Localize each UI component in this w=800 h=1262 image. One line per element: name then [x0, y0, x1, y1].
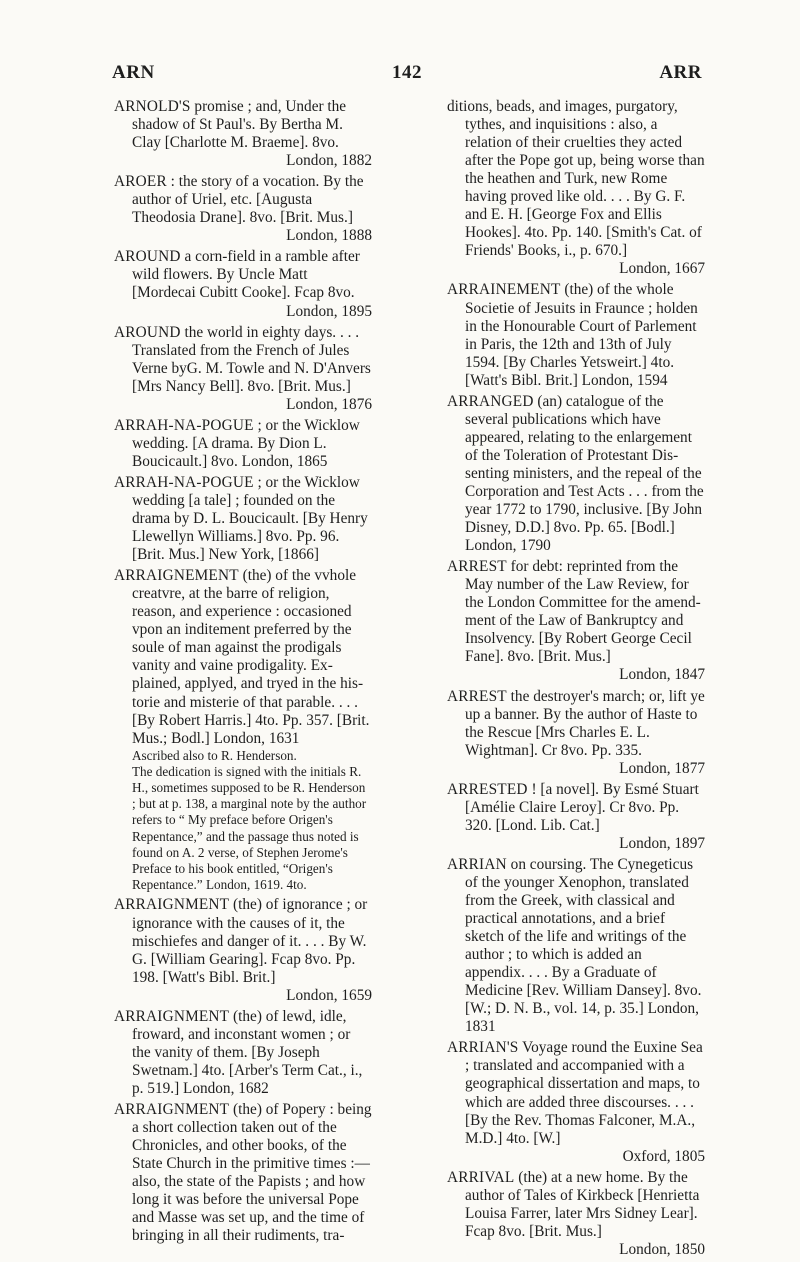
entry: [114, 1008, 372, 1098]
entry-text: the world in eighty days. . . . Translated from the French of Jules Verne byG. M. Towle and N. D'Anvers [Mrs Nancy Bell]. 8vo. [Brit. Mus.]: [132, 323, 371, 395]
right-column: [447, 98, 705, 1262]
entry-text: ; or the Wicklow wedding. [A drama. By Dion L. Boucicault.] 8vo. London, 1865: [132, 416, 360, 470]
entry-headword: ARRAH-NA-POGUE: [114, 473, 254, 491]
entry-imprint: London, 1876: [286, 395, 372, 413]
entry-headword: AROER: [114, 173, 167, 191]
entry-imprint: London, 1659: [286, 986, 372, 1004]
entry-imprint: Oxford, 1805: [622, 1147, 705, 1165]
entry: [114, 474, 372, 564]
entry-text: promise ; and, Under the shadow of St Paul's. By Bertha M. Clay [Charlotte M. Braeme]. 8vo.: [132, 98, 347, 152]
entry-text: (the) of the vvhole creatvre, at the barre of religion, reason, and experience : occasioned vpon an inditement preferred by the soule of man against the prodigals vanity and vaine prodigality. Ex- plained, applyed, and tryed in the his- torie and misterie of that parable. . . . [By Robert Harris.] 4to. Pp. 357. [Brit. Mus.; Bodl.] London, 1631: [132, 567, 370, 747]
entry-text: (the) at a new home. By the author of Tales of Kirkbeck [Henrietta Louisa Farrer, later Mrs Sidney Lear]. Fcap 8vo. [Brit. Mus.]: [465, 1168, 700, 1240]
entry-imprint: London, 1882: [286, 152, 372, 170]
entry-headword: ARRAIGNEMENT: [114, 567, 239, 585]
entry-text: on coursing. The Cynegeticus of the younger Xenophon, translated from the Greek, with classical and practical annotations, and a brief sketch of the life and writings of the author ; to which is added an appendix. . . . By a Graduate of Medicine [Rev. William Dansey]. 8vo. [W.; D. N. B., vol. 14, p. 35.] London, 1831: [465, 855, 702, 1036]
entry: [114, 248, 372, 320]
entry: [114, 1101, 372, 1245]
entry: [447, 558, 705, 684]
entry-text: ditions, beads, and images, purgatory, tythes, and inquisitions : also, a relation of their cruelties they acted after the Pope got up, being worse than the heathen and Turk, new Rome having proved like old. . . . By G. F. and E. H. [George Fox and Ellis Hookes]. 4to. Pp. 140. [Smith's Cat. of Friends' Books, i., p. 670.]: [447, 98, 705, 260]
entry: [447, 1039, 705, 1165]
entry-text: (the) of the whole Societie of Jesuits in Fraunce ; holden in the Honourable Court of Parlement in Paris, the 12th and 13th of July 1594. [By Charles Yetsweirt.] 4to. [Watt's Bibl. Brit.] London, 1594: [465, 281, 698, 389]
entry-continuation: [447, 98, 705, 278]
entry-headword: ARRESTED: [447, 780, 528, 798]
entry-imprint: London, 1847: [619, 666, 705, 684]
entry-imprint: London, 1850: [619, 1240, 705, 1258]
entry-text: (the) of Popery : being a short collection taken out of the Chronicles, and other books, of the State Church in the primitive times :— also, the state of the Papists ; and how long it was before the universal Pope and Masse was set up, and the time of bringing in all their rudiments, tra-: [132, 1100, 372, 1245]
page-number: 142: [392, 62, 422, 83]
entry-text: ! [a novel]. By Esmé Stuart [Amélie Claire Leroy]. Cr 8vo. Pp. 320. [Lond. Lib. Cat.]: [465, 780, 699, 834]
entry-imprint: London, 1897: [619, 834, 705, 852]
entry-headword: AROUND: [114, 323, 181, 341]
entry-text: ; or the Wicklow wedding [a tale] ; founded on the drama by D. L. Boucicault. [By Henry Llewellyn Williams.] 8vo. Pp. 96. [Brit. Mus.] New York, [1866]: [132, 473, 368, 564]
entry-text: for debt: reprinted from the May number of the Law Review, for the London Committee for the amend- ment of the Law of Bankruptcy and Insolvency. [By Robert George Cecil Fane]. 8vo. [Brit. Mus.]: [465, 558, 701, 666]
entry-text: : the story of a vocation. By the author of Uriel, etc. [Augusta Theodosia Drane]. 8vo. [Brit. Mus.]: [132, 173, 364, 227]
entry-headword: AROUND: [114, 248, 181, 266]
entry-imprint: London, 1667: [619, 260, 705, 278]
entry-headword: ARNOLD'S: [114, 98, 191, 115]
note-line: The dedication is signed with the initials R. H., sometimes supposed to be R. Henderson ; but at p. 138, a marginal note by the author refers to “ My preface before Origen's Repentance,” and the passage thus noted is found on A. 2 verse, of Stephen Jerome's Preface to his book entitled, “Origen's Repentance.” London, 1619. 4to.: [132, 763, 367, 893]
entry-imprint: London, 1888: [286, 227, 372, 245]
entry-text: Voyage round the Euxine Sea ; translated and accompanied with a geographical dissertation and maps, to which are added three discourses. . . . [By the Rev. Thomas Falconer, M.A., M.D.] 4to. [W.]: [465, 1039, 703, 1147]
entry-text: (an) catalogue of the several publications which have appeared, relating to the enlargement of the Toleration of Protestant Dis- senting ministers, and the repeal of the Corporation and Test Acts . . . from the year 1772 to 1790, inclusive. [By John Disney, D.D.] 8vo. Pp. 65. [Bodl.] London, 1790: [465, 392, 704, 555]
entry-headword: ARRIVAL: [447, 1168, 515, 1186]
entry-headword: ARRAIGNMENT: [114, 896, 230, 914]
header-right: ARR: [659, 62, 702, 83]
entry: [114, 567, 372, 893]
entry-headword: ARRANGED: [447, 392, 534, 410]
entry: [447, 1169, 705, 1259]
entry-text: (the) of ignorance ; or ignorance with the causes of it, the mischiefes and danger of it. . . . By W. G. [William Gearing]. Fcap 8vo. Pp. 198. [Watt's Bibl. Brit.]: [132, 896, 368, 986]
left-column: [114, 98, 372, 1248]
entry-headword: ARRAH-NA-POGUE: [114, 416, 254, 434]
entry: [114, 417, 372, 471]
entry: [114, 324, 372, 414]
entry-headword: ARRAINEMENT: [447, 281, 561, 299]
running-header: [112, 62, 702, 86]
header-left: ARN: [112, 62, 155, 83]
entry: [447, 781, 705, 853]
entry-imprint: London, 1877: [619, 759, 705, 777]
entry: [447, 688, 705, 778]
entry-text: (the) of lewd, idle, froward, and inconstant women ; or the vanity of them. [By Joseph Swetnam.] 4to. [Arber's Term Cat., i., p. 519.] London, 1682: [132, 1007, 363, 1097]
entry-note: [132, 748, 372, 894]
entry-headword: ARRIAN: [447, 855, 507, 873]
entry-imprint: London, 1895: [286, 302, 372, 320]
entry-text: a corn-field in a ramble after wild flowers. By Uncle Matt [Mordecai Cubitt Cooke]. Fcap 8vo.: [132, 248, 360, 302]
entry: [114, 173, 372, 245]
entry-text: the destroyer's march; or, lift ye up a banner. By the author of Haste to the Rescue [Mrs Charles E. L. Wightman]. Cr 8vo. Pp. 335.: [465, 687, 705, 759]
entry: [114, 98, 372, 170]
entry: [447, 856, 705, 1036]
note-line: Ascribed also to R. Henderson.: [132, 747, 297, 763]
entry-headword: ARREST: [447, 687, 507, 705]
entry-headword: ARRAIGNMENT: [114, 1007, 230, 1025]
entry-headword: ARREST: [447, 558, 507, 576]
entry: [447, 281, 705, 389]
entry: [447, 393, 705, 555]
entry: [114, 896, 372, 1004]
entry-headword: ARRAIGNMENT: [114, 1100, 230, 1118]
entry-headword: ARRIAN'S: [447, 1039, 519, 1057]
